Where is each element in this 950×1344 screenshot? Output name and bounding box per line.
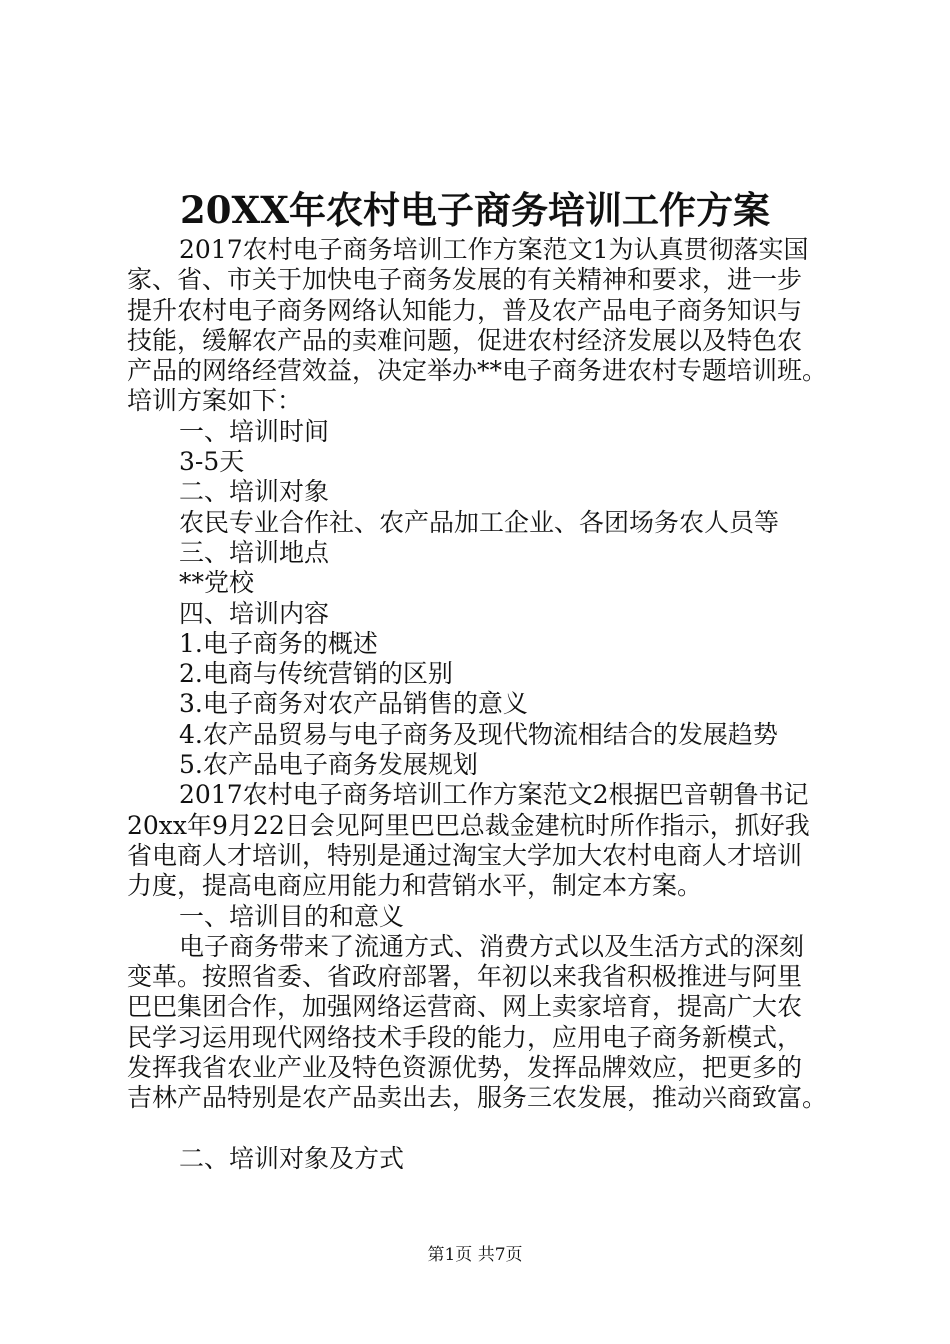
section-content: 3-5天 <box>179 447 245 477</box>
section-heading: 一、培训时间 <box>179 416 330 446</box>
section-content: **党校 <box>179 568 255 598</box>
paragraph-line: 技能，缓解农产品的卖难问题，促进农村经济发展以及特色农 <box>127 325 803 355</box>
section-heading: 一、培训目的和意义 <box>179 901 405 931</box>
list-item: 4.农产品贸易与电子商务及现代物流相结合的发展趋势 <box>179 719 778 749</box>
section-heading: 三、培训地点 <box>179 537 330 567</box>
paragraph-line: 培训方案如下： <box>127 386 303 416</box>
paragraph-line: 20xx年9月22日会见阿里巴巴总裁金建杭时所作指示，抓好我 <box>127 810 810 840</box>
section-heading: 二、培训对象及方式 <box>179 1143 405 1173</box>
list-item: 2.电商与传统营销的区别 <box>179 659 453 689</box>
paragraph-line: 省电商人才培训，特别是通过淘宝大学加大农村电商人才培训 <box>127 840 803 870</box>
section-heading: 二、培训对象 <box>179 477 330 507</box>
document-title: 20XX年农村电子商务培训工作方案 <box>180 188 770 232</box>
section-content: 农民专业合作社、农产品加工企业、各团场务农人员等 <box>179 507 780 537</box>
paragraph-line: 产品的网络经营效益，决定举办**电子商务进农村专题培训班。 <box>127 356 828 386</box>
paragraph-line: 提升农村电子商务网络认知能力，普及农产品电子商务知识与 <box>127 295 803 325</box>
list-item: 1.电子商务的概述 <box>179 628 378 658</box>
paragraph-line: 巴巴集团合作，加强网络运营商、网上卖家培育，提高广大农 <box>127 992 803 1022</box>
paragraph-line: 电子商务带来了流通方式、消费方式以及生活方式的深刻 <box>179 931 805 961</box>
paragraph-line: 家、省、市关于加快电子商务发展的有关精神和要求，进一步 <box>127 265 803 295</box>
paragraph-line: 变革。按照省委、省政府部署，年初以来我省积极推进与阿里 <box>127 962 803 992</box>
document-body <box>127 235 842 1174</box>
section-heading: 四、培训内容 <box>179 598 330 628</box>
paragraph-line: 民学习运用现代网络技术手段的能力，应用电子商务新模式， <box>127 1022 803 1052</box>
list-item: 5.农产品电子商务发展规划 <box>179 750 478 780</box>
blank-line <box>127 1114 842 1144</box>
paragraph-line: 吉林产品特别是农产品卖出去，服务三农发展，推动兴商致富。 <box>127 1083 828 1113</box>
list-item: 3.电子商务对农产品销售的意义 <box>179 689 528 719</box>
paragraph-line: 发挥我省农业产业及特色资源优势，发挥品牌效应，把更多的 <box>127 1053 803 1083</box>
paragraph-line: 2017农村电子商务培训工作方案范文1为认真贯彻落实国 <box>179 235 809 264</box>
page-footer: 第1页 共7页 <box>427 1245 523 1265</box>
paragraph-line: 2017农村电子商务培训工作方案范文2根据巴音朝鲁书记 <box>179 780 809 810</box>
paragraph-line: 力度，提高电商应用能力和营销水平，制定本方案。 <box>127 871 703 901</box>
